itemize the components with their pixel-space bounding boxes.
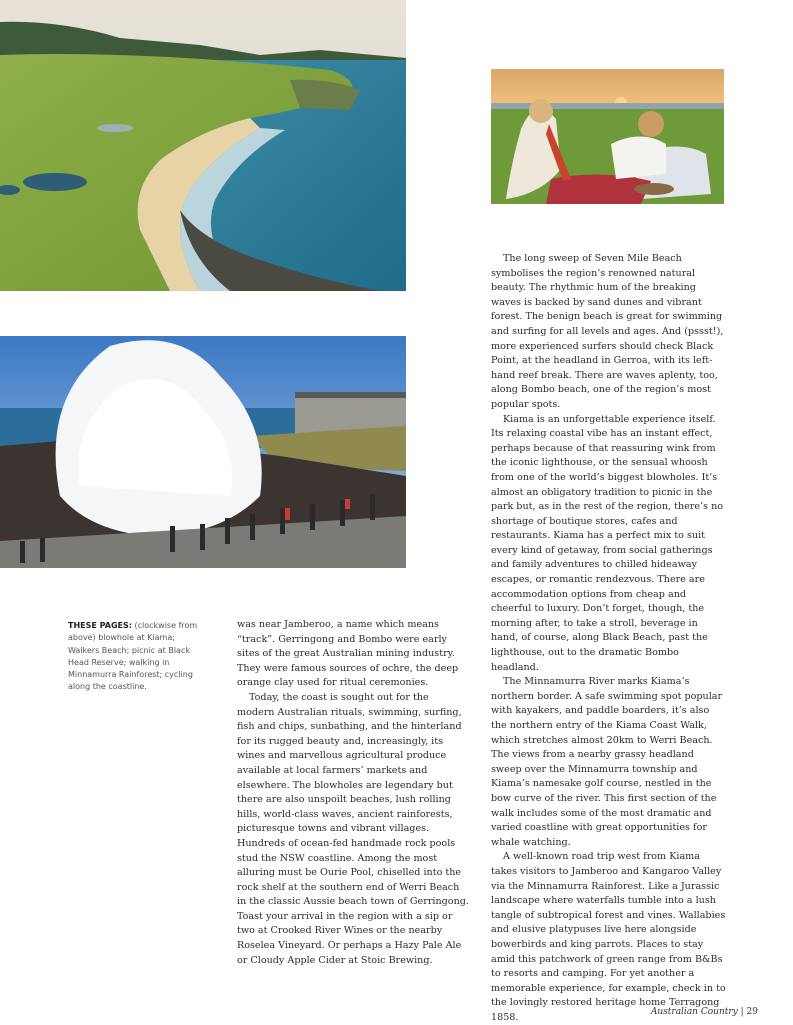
magazine-name: Australian Country (650, 1007, 738, 1017)
photo-aerial-beach (0, 0, 406, 291)
caption-text: (clockwise from above) blowhole at Kiama; Walkers Beach; picnic at Black Head Reserve; walking in Minnamurra Rainforest; cycling along the coastline. (68, 621, 198, 692)
blowhole-image (0, 336, 406, 568)
paragraph: Today, the coast is sought out for the modern Australian rituals, swimming, surfing, fish and chips, sunbathing, and the hinterland for its rugged beauty and, increasingly, its wines and marvellous agricultural produce available at local farmers’ markets and elsewhere. The blowholes are legendary but there are also unspoilt beaches, lush rolling hills, world-class waves, ancient rainforests, picturesque towns and vibrant villages. Hundreds of ocean-fed handmade rock pools stud the NSW coastline. Among the most alluring must be Ourie Pool, chiselled into the rock shelf at the southern end of Werri Beach in the classic Aussie beach town of Gerringong. Toast your arrival in the region with a sip or two at Crooked River Wines or the nearby Roselea Vineyard. Or perhaps a Hazy Pale Ale or Cloudy Apple Cider at Stoic Brewing. (237, 691, 469, 966)
caption-label: THESE PAGES: (68, 621, 132, 630)
paragraph: A well-known road trip west from Kiama takes visitors to Jamberoo and Kangaroo Valley via the Minnamurra Rainforest. Like a Jurassic landscape where waterfalls tumble into a lush tangle of subtropical forest and vines. Wallabies and elusive platypuses live here alongside bowerbirds and king parrots. Places to stay amid this patchwork of green range from B&Bs to resorts and camping. For yet another a memorable experience, for example, check in to the lovingly restored heritage home Terragong 1858. (491, 851, 726, 1023)
paragraph: The long sweep of Seven Mile Beach symbolises the region’s renowned natural beauty. The rhythmic hum of the breaking waves is backed by sand dunes and vibrant forest. The benign beach is great for swimming and surfing for all levels and ages. And (pssst!), more experienced surfers should check Black Point, at the headland in Gerroa, with its left-hand reef break. There are waves aplenty, too, along Bombo beach, one of the region’s most popular spots. (491, 253, 724, 410)
paragraph: Kiama is an unforgettable experience itself. Its relaxing coastal vibe has an instant effect, perhaps because of that reassuring wink from the iconic lighthouse, or the sensual whoosh from one of the world’s biggest blowholes. It’s almost an obligatory tradition to picnic in the park but, as in the rest of the region, there’s no shortage of boutique stores, cafes and restaurants. Kiama has a perfect mix to suit every kind of getaway, from social gatherings and family adventures to chilled hideaway escapes, or romantic rendezvous. There are accommodation options from cheap and cheerful to luxury. Don’t forget, though, the morning after, to take a stroll, beverage in hand, of course, along Black Beach, past the lighthouse, out to the dramatic Bombo headland. (491, 413, 724, 673)
picnic-image (491, 69, 724, 204)
paragraph: was near Jamberoo, a name which means “track”. Gerringong and Bombo were early sites of the great Australian mining industry. They were famous sources of ochre, the deep orange clay used for ritual ceremonies. (237, 619, 459, 689)
photo-picnic (491, 69, 724, 204)
article-column-middle (237, 618, 469, 968)
photo-caption (68, 620, 198, 694)
aerial-beach-image (0, 0, 406, 291)
paragraph: The Minnamurra River marks Kiama’s northern border. A safe swimming spot popular with kayakers, and paddle boarders, it’s also the northern entry of the Kiama Coast Walk, which stretches almost 20km to Werri Beach. The views from a nearby grassy headland sweep over the Minnamurra township and Kiama’s namesake golf course, nestled in the bow curve of the river. This first section of the walk includes some of the most dramatic and varied coastline with great opportunities for whale watching. (491, 676, 723, 848)
page-number: 29 (746, 1007, 758, 1017)
footer-separator: | (740, 1007, 744, 1017)
page-footer (651, 1007, 758, 1017)
photo-blowhole (0, 336, 406, 568)
article-column-right (491, 252, 726, 1025)
